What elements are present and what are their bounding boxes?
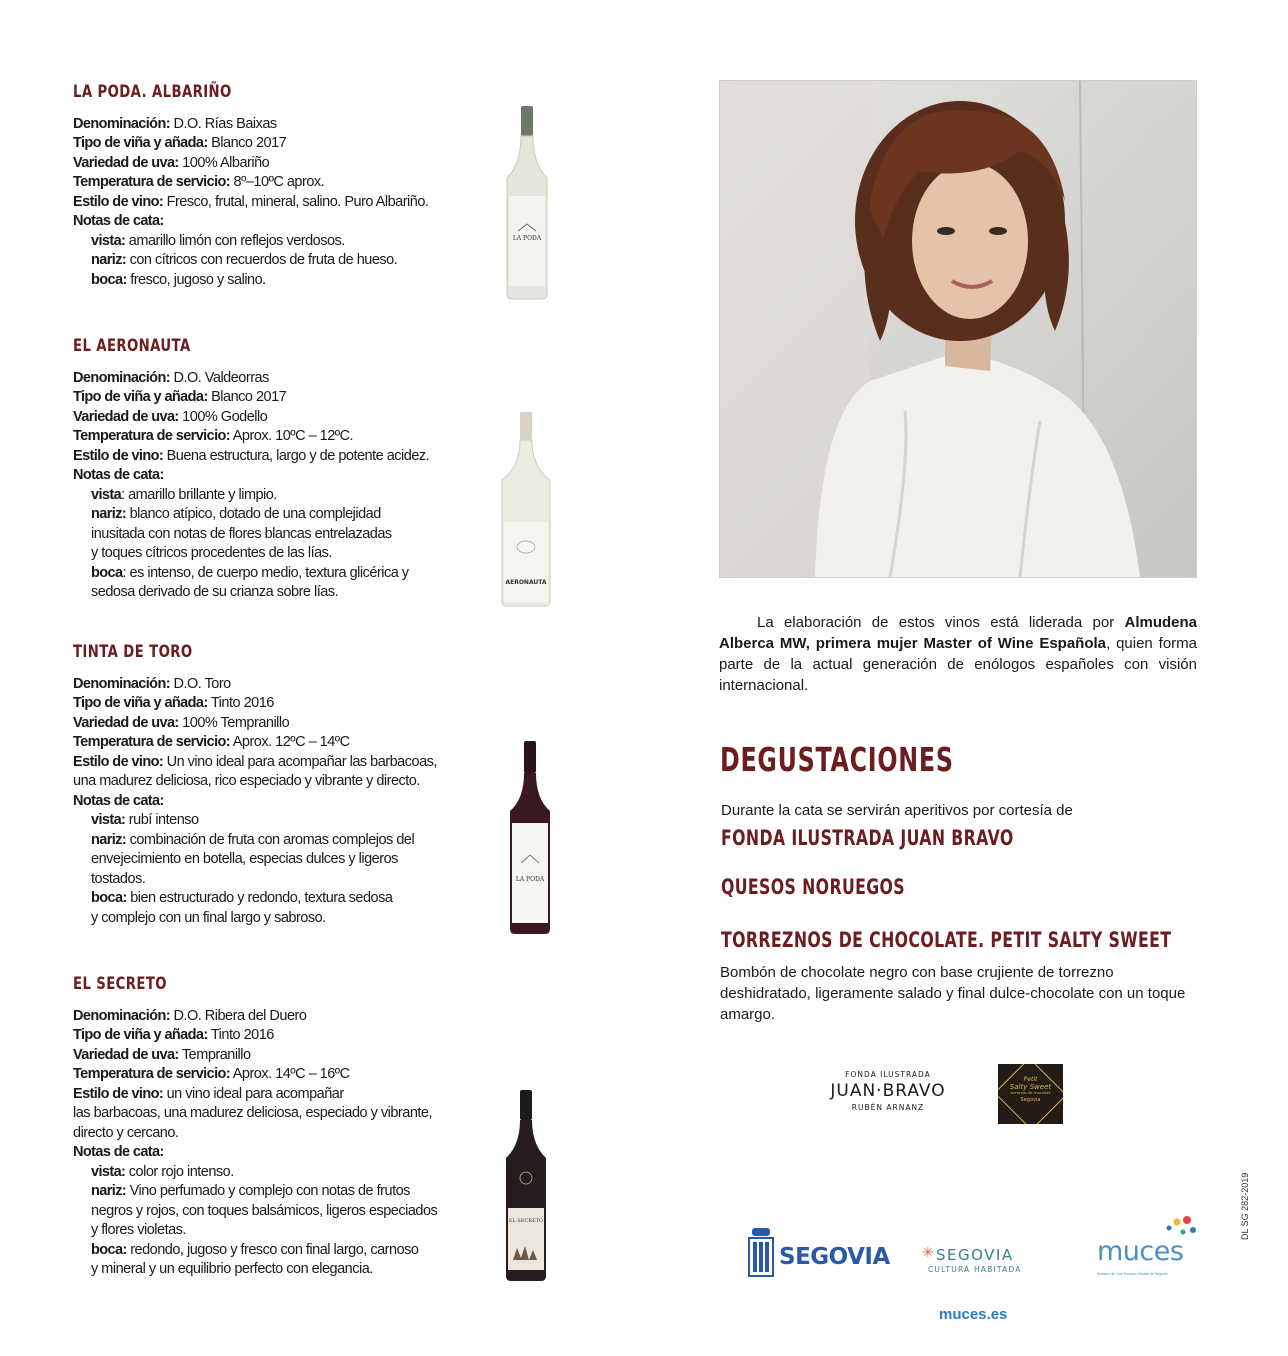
logo-line: Segovia xyxy=(1020,1097,1041,1103)
logo-line: torreznos de chocolate xyxy=(1010,1091,1051,1095)
label: nariz: xyxy=(91,506,127,522)
label: nariz: xyxy=(91,1183,127,1199)
label: Temperatura de servicio: xyxy=(73,1066,230,1082)
intro-text: La elaboración de estos vinos está liderada por xyxy=(757,614,1125,631)
logo-line: Petit xyxy=(1023,1076,1038,1083)
value: 100% Albariño xyxy=(178,154,270,171)
intro-bold: Almudena Alberca MW, primera mujer Master of Wine Española xyxy=(719,614,1197,652)
degustaciones-intro: Durante la cata se servirán aperitivos por cortesía de xyxy=(721,802,1073,819)
bottle-label: EL SECRETO xyxy=(508,1218,544,1224)
logo-main: JUAN·BRAVO xyxy=(830,1081,946,1101)
logo-muces xyxy=(1097,1214,1197,1284)
logo-bottom: RUBÉN ARNANZ xyxy=(851,1103,925,1112)
value: rubí intenso xyxy=(125,812,199,828)
wine-title: LA PODA. ALBARIÑO xyxy=(73,82,232,102)
value: : es intenso, de cuerpo medio, textura glicérica y xyxy=(122,564,409,581)
logo-salty-sweet xyxy=(998,1064,1063,1124)
label: Variedad de uva: xyxy=(73,154,179,171)
value: envejecimiento en botella, especias dulces y ligeros xyxy=(91,851,398,867)
label: Denominación: xyxy=(73,369,170,386)
legal-deposit: DL SG 282-2019 xyxy=(1240,1172,1250,1240)
value: tostados. xyxy=(91,870,146,887)
label: Notas de cata: xyxy=(73,792,164,809)
value: fresco, jugoso y salino. xyxy=(126,271,266,288)
wine-card-el-aeronauta xyxy=(73,337,493,603)
label: Denominación: xyxy=(73,675,170,692)
value: con cítricos con recuerdos de fruta de hueso. xyxy=(126,252,398,268)
value: inusitada con notas de flores blancas entrelazadas xyxy=(91,525,392,542)
label: Notas de cata: xyxy=(73,467,164,483)
value: Buena estructura, largo y de potente acidez. xyxy=(163,447,430,464)
label: boca: xyxy=(91,890,127,906)
logo-line: Salty Sweet xyxy=(1009,1083,1052,1091)
label: Notas de cata: xyxy=(73,1144,164,1160)
wine-bottle-la-poda xyxy=(500,106,554,300)
segovia-cultura-sub: CULTURA HABITADA xyxy=(928,1265,1022,1274)
wine-bottle-tinta-de-toro xyxy=(503,741,557,935)
value: 100% Godello xyxy=(178,408,268,425)
value: directo y cercano. xyxy=(73,1124,179,1141)
value: combinación de fruta con aromas complejos del xyxy=(126,831,415,848)
label: Variedad de uva: xyxy=(73,408,179,425)
label: Notas de cata: xyxy=(73,213,164,229)
value: D.O. Ribera del Duero xyxy=(169,1007,307,1024)
label: Estilo de vino: xyxy=(73,1085,164,1102)
value: bien estructurado y redondo, textura sedosa xyxy=(126,890,393,906)
muces-sub: Muestra de Cine Europeo Ciudad de Segovia xyxy=(1097,1272,1168,1276)
label: Tipo de viña y añada: xyxy=(73,389,208,405)
value: blanco atípico, dotado de una complejidad xyxy=(126,506,381,522)
wine-title: EL AERONAUTA xyxy=(73,336,191,356)
wine-bottle-aeronauta xyxy=(496,412,556,607)
intro-text-end: , quien forma parte de la actual generación de enólogos españoles con visión internacional. xyxy=(719,635,1198,694)
value: y mineral y un equilibrio perfecto con elegancia. xyxy=(91,1261,373,1277)
segovia-crest-icon xyxy=(747,1228,775,1278)
label: vista: xyxy=(91,232,126,249)
sponsor-fonda: FONDA ILUSTRADA JUAN BRAVO xyxy=(721,826,1014,850)
sponsor-torreznos: TORREZNOS DE CHOCOLATE. PETIT SALTY SWEET xyxy=(721,928,1172,952)
value: color rojo intenso. xyxy=(125,1163,234,1180)
wine-card-tinta-de-toro xyxy=(73,643,493,928)
label: Estilo de vino: xyxy=(73,447,164,464)
label: Estilo de vino: xyxy=(73,193,164,210)
value: un vino ideal para acompañar xyxy=(163,1085,344,1102)
value: Blanco 2017 xyxy=(207,389,287,405)
bottle-label: AERONAUTA xyxy=(505,579,547,586)
value: una madurez deliciosa, rico especiado y vibrante y directo. xyxy=(73,773,420,789)
portrait-illustration xyxy=(720,81,1196,577)
value: D.O. Valdeorras xyxy=(169,369,269,386)
wine-card-la-poda xyxy=(73,83,493,290)
wine-title: TINTA DE TORO xyxy=(73,642,193,662)
label: boca: xyxy=(91,1241,127,1258)
value: Blanco 2017 xyxy=(207,135,287,151)
label: Estilo de vino: xyxy=(73,753,164,770)
label: vista: xyxy=(91,812,126,828)
portrait-photo xyxy=(719,80,1197,578)
value: Aprox. 14ºC – 16ºC xyxy=(229,1066,350,1082)
wine-title: EL SECRETO xyxy=(73,974,167,994)
value: amarillo limón con reflejos verdosos. xyxy=(125,232,345,249)
value: Aprox. 10ºC – 12ºC. xyxy=(229,428,354,444)
label: Denominación: xyxy=(73,115,170,132)
wine-card-el-secreto xyxy=(73,975,493,1280)
star-icon: ✳ xyxy=(922,1244,934,1260)
bottle-label: LA PODA xyxy=(515,876,545,883)
label: Temperatura de servicio: xyxy=(73,734,230,750)
label: Tipo de viña y añada: xyxy=(73,135,208,151)
label: Tipo de viña y añada: xyxy=(73,1027,208,1043)
value: Tempranillo xyxy=(178,1046,251,1063)
torreznos-description: Bombón de chocolate negro con base crujiente de torrezno deshidratado, ligeramente salado y final dulce-chocolate con un toque amargo. xyxy=(720,964,1186,1023)
label: nariz: xyxy=(91,831,127,848)
value: D.O. Toro xyxy=(169,675,231,692)
segovia-cultura-text: SEGOVIA xyxy=(936,1246,1014,1264)
sponsor-quesos: QUESOS NORUEGOS xyxy=(721,875,906,899)
label: boca: xyxy=(91,271,127,288)
value: Fresco, frutal, mineral, salino. Puro Albariño. xyxy=(163,193,429,210)
degustaciones-title: DEGUSTACIONES xyxy=(720,740,954,779)
value: sedosa derivado de su crianza sobre lías. xyxy=(91,584,339,600)
value: negros y rojos, con toques balsámicos, ligeros especiados xyxy=(91,1202,438,1219)
value: y toques cítricos procedentes de las lías. xyxy=(91,545,332,561)
muces-text: muces xyxy=(1097,1236,1184,1267)
logo-top: FONDA ILUSTRADA xyxy=(845,1070,931,1079)
label: Variedad de uva: xyxy=(73,1046,179,1063)
value: y flores violetas. xyxy=(91,1222,186,1238)
website-link[interactable]: muces.es xyxy=(939,1306,1008,1323)
value: redondo, jugoso y fresco con final largo, carnoso xyxy=(126,1241,419,1258)
value: Tinto 2016 xyxy=(207,1027,274,1043)
label: vista xyxy=(91,486,122,503)
wine-bottle-el-secreto xyxy=(499,1090,553,1282)
value: 100% Tempranillo xyxy=(178,714,290,731)
label: nariz: xyxy=(91,252,127,268)
label: Denominación: xyxy=(73,1007,170,1024)
value: 8º–10ºC aprox. xyxy=(229,174,325,190)
value: Vino perfumado y complejo con notas de frutos xyxy=(126,1183,410,1199)
value: y complejo con un final largo y sabroso. xyxy=(91,909,326,926)
value: : amarillo brillante y limpio. xyxy=(121,486,277,503)
segovia-text: SEGOVIA xyxy=(779,1244,890,1270)
logo-juan-bravo xyxy=(828,1070,948,1112)
label: vista: xyxy=(91,1163,126,1180)
intro-paragraph xyxy=(719,612,1197,696)
value: Un vino ideal para acompañar las barbacoas, xyxy=(163,753,437,770)
bottle-label: LA PODA xyxy=(512,235,542,242)
label: Tipo de viña y añada: xyxy=(73,695,208,711)
value: Aprox. 12ºC – 14ºC xyxy=(229,734,350,750)
label: Temperatura de servicio: xyxy=(73,428,230,444)
value: Tinto 2016 xyxy=(207,695,274,711)
label: Temperatura de servicio: xyxy=(73,174,230,190)
value: D.O. Rías Baixas xyxy=(169,115,277,132)
value: las barbacoas, una madurez deliciosa, especiado y vibrante, xyxy=(73,1105,433,1121)
label: boca xyxy=(91,564,123,581)
label: Variedad de uva: xyxy=(73,714,179,731)
